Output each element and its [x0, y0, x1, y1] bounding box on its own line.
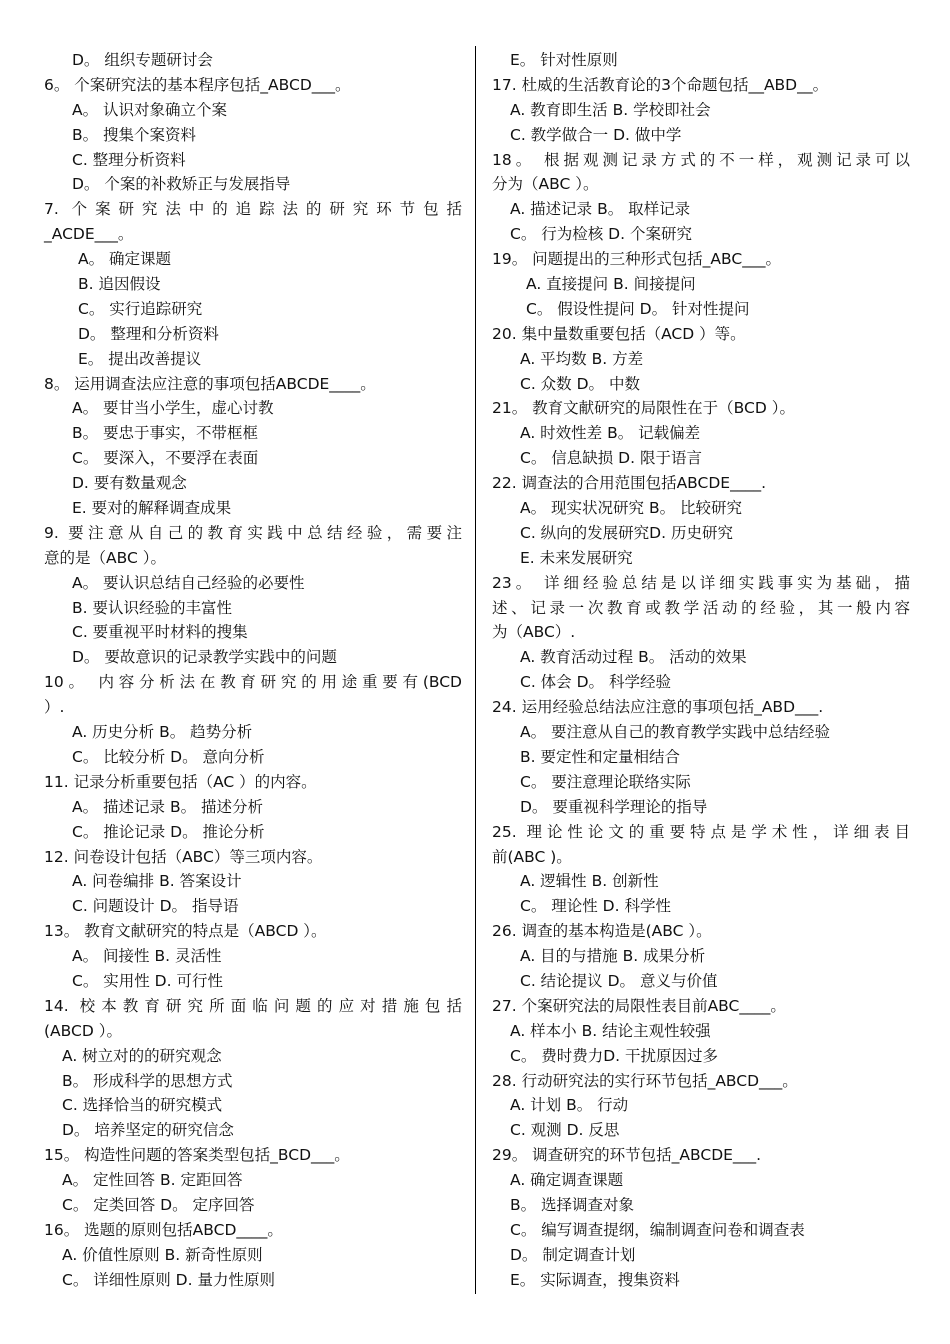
option-line: A. 样本小 B. 结论主观性较强 [510, 1021, 711, 1040]
question-line: 11. 记录分析重要包括（AC ）的内容。 [44, 772, 317, 791]
option-line: B。 形成科学的思想方式 [62, 1071, 233, 1090]
question-line: 22. 调查法的合用范围包括ABCDE____. [492, 474, 767, 493]
option-line: C. 众数 D。 中数 [520, 374, 640, 393]
option-line: C. 要重视平时材料的搜集 [72, 623, 248, 642]
option-line: C。 要深入，不要浮在表面 [72, 449, 259, 468]
option-line: A. 树立对的的研究观念 [62, 1046, 222, 1065]
option-line: A. 教育活动过程 B。 活动的效果 [520, 648, 747, 667]
option-line: E。 提出改善提议 [78, 349, 202, 368]
question-line: 29。 调查研究的环节包括_ABCDE___. [492, 1146, 762, 1165]
question-line: 14. 校本教育研究所面临问题的应对措施包括 [44, 996, 462, 1015]
question-line: 述、记录一次教育或教学活动的经验，其一般内容 [492, 598, 910, 617]
option-line: C。 推论记录 D。 推论分析 [72, 822, 265, 841]
option-line: D。 制定调查计划 [510, 1245, 636, 1264]
question-line: 28. 行动研究法的实行环节包括_ABCD___。 [492, 1071, 798, 1090]
option-line: D. 要有数量观念 [72, 474, 187, 493]
option-line: B. 追因假设 [78, 275, 161, 294]
question-line: ）. [44, 698, 65, 717]
question-line: 24. 运用经验总结法应注意的事项包括_ABD___. [492, 698, 824, 717]
option-line: B. 要认识经验的丰富性 [72, 598, 232, 617]
option-line: A. 描述记录 B。 取样记录 [510, 200, 691, 219]
option-line: A。 间接性 B. 灵活性 [72, 947, 222, 966]
option-line: C。 定类回答 D。 定序回答 [62, 1195, 255, 1214]
question-line: (ABCD ）。 [44, 1021, 122, 1040]
option-line: A。 确定课题 [78, 250, 172, 269]
column-divider [475, 46, 476, 1294]
option-line: B。 搜集个案资料 [72, 125, 197, 144]
option-line: C. 观测 D. 反思 [510, 1121, 620, 1140]
option-line: E。 实际调查，搜集资料 [510, 1270, 680, 1289]
option-line: A. 确定调查课题 [510, 1171, 624, 1190]
question-line: 13。 教育文献研究的特点是（ABCD ）。 [44, 922, 327, 941]
question-line: 10。 内容分析法在教育研究的用途重要有(BCD [44, 673, 462, 692]
question-line: 为（ABC）. [492, 623, 576, 642]
option-line: A。 现实状况研究 B。 比较研究 [520, 499, 743, 518]
option-line: B。 选择调查对象 [510, 1195, 635, 1214]
question-line: 16。 选题的原则包括ABCD____。 [44, 1220, 283, 1239]
option-line: C。 理论性 D. 科学性 [520, 897, 671, 916]
option-line: E. 未来发展研究 [520, 548, 633, 567]
option-line: C。 编写调查提纲，编制调查问卷和调查表 [510, 1220, 805, 1239]
option-line: E. 要对的解释调查成果 [72, 499, 232, 518]
question-line: 7. 个案研究法中的追踪法的研究环节包括 [44, 200, 462, 219]
option-line: C. 体会 D。 科学经验 [520, 673, 671, 692]
option-line: A。 要认识总结自己经验的必要性 [72, 573, 305, 592]
option-line: A。 描述记录 B。 描述分析 [72, 797, 264, 816]
option-line: B。 要忠于事实，不带框框 [72, 424, 259, 443]
option-line: C。 要注意理论联络实际 [520, 772, 691, 791]
option-line: A。 认识对象确立个案 [72, 100, 228, 119]
option-line: C。 费时费力D. 干扰原因过多 [510, 1046, 719, 1065]
option-line: A. 价值性原则 B. 新奇性原则 [62, 1245, 263, 1264]
option-line: A. 直接提问 B. 间接提问 [526, 275, 696, 294]
option-line: E。 针对性原则 [510, 51, 618, 69]
question-line: 6。 个案研究法的基本程序包括_ABCD___。 [44, 75, 351, 94]
option-line: A。 要甘当小学生，虚心讨教 [72, 399, 274, 418]
left-column [44, 48, 462, 1293]
option-line: A. 逻辑性 B. 创新性 [520, 872, 659, 891]
question-line: _ACDE___。 [44, 225, 134, 244]
option-line: A. 平均数 B. 方差 [520, 349, 644, 368]
option-line: C. 教学做合一 D. 做中学 [510, 125, 682, 144]
option-line: C. 问题设计 D。 指导语 [72, 897, 239, 916]
option-line: D。 整理和分析资料 [78, 324, 219, 343]
option-line: D。 培养坚定的研究信念 [62, 1121, 234, 1140]
option-line: C。 详细性原则 D. 量力性原则 [62, 1270, 275, 1289]
option-line: D。 要故意识的记录教学实践中的问题 [72, 648, 337, 667]
question-line: 分为（ABC ）。 [492, 175, 599, 194]
option-line: C. 整理分析资料 [72, 150, 186, 169]
option-line: A. 教育即生活 B. 学校即社会 [510, 100, 711, 119]
option-line: C. 纵向的发展研究D. 历史研究 [520, 523, 733, 542]
option-line: A. 历史分析 B。 趋势分析 [72, 723, 253, 742]
option-line: A. 计划 B。 行动 [510, 1096, 629, 1115]
question-line: 25. 理论性论文的重要特点是学术性，详细表目 [492, 822, 910, 841]
question-line: 9. 要注意从自己的教育实践中总结经验，需要注 [44, 523, 462, 542]
question-line: 18。 根据观测记录方式的不一样，观测记录可以 [492, 150, 910, 169]
question-line: 19。 问题提出的三种形式包括_ABC___。 [492, 250, 781, 269]
option-line: C。 信息缺损 D. 限于语言 [520, 449, 702, 468]
option-line: D。 组织专题研讨会 [72, 51, 213, 69]
question-line: 15。 构造性问题的答案类型包括_BCD___。 [44, 1146, 350, 1165]
option-line: A. 时效性差 B。 记载偏差 [520, 424, 701, 443]
question-line: 17. 杜威的生活教育论的3个命题包括__ABD__。 [492, 75, 829, 94]
option-line: C. 选择恰当的研究模式 [62, 1096, 223, 1115]
question-line: 前(ABC )。 [492, 847, 572, 866]
question-line: 26. 调查的基本构造是(ABC ）。 [492, 922, 712, 941]
option-line: A。 要注意从自己的教育教学实践中总结经验 [520, 723, 831, 742]
option-line: D。 个案的补救矫正与发展指导 [72, 175, 291, 194]
option-line: C。 假设性提问 D。 针对性提问 [526, 299, 750, 318]
option-line: A. 问卷编排 B. 答案设计 [72, 872, 242, 891]
question-line: 20. 集中量数重要包括（ACD ）等。 [492, 324, 746, 343]
option-line: A. 目的与措施 B. 成果分析 [520, 947, 706, 966]
option-line: B. 要定性和定量相结合 [520, 747, 680, 766]
option-line: C。 实行追踪研究 [78, 299, 203, 318]
question-line: 12. 问卷设计包括（ABC）等三项内容。 [44, 847, 323, 866]
question-line: 8。 运用调查法应注意的事项包括ABCDE____。 [44, 374, 376, 393]
question-line: 27. 个案研究法的局限性表目前ABC____。 [492, 996, 786, 1015]
option-line: D。 要重视科学理论的指导 [520, 797, 708, 816]
option-line: C. 结论提议 D。 意义与价值 [520, 971, 718, 990]
question-line: 21。 教育文献研究的局限性在于（BCD ）。 [492, 399, 795, 418]
option-line: A。 定性回答 B. 定距回答 [62, 1171, 243, 1190]
right-column [492, 48, 910, 1293]
option-line: C。 实用性 D. 可行性 [72, 971, 223, 990]
question-line: 意的是（ABC ）。 [44, 548, 166, 567]
option-line: C。 行为检核 D. 个案研究 [510, 225, 692, 244]
question-line: 23。 详细经验总结是以详细实践事实为基础，描 [492, 573, 910, 592]
option-line: C。 比较分析 D。 意向分析 [72, 747, 265, 766]
